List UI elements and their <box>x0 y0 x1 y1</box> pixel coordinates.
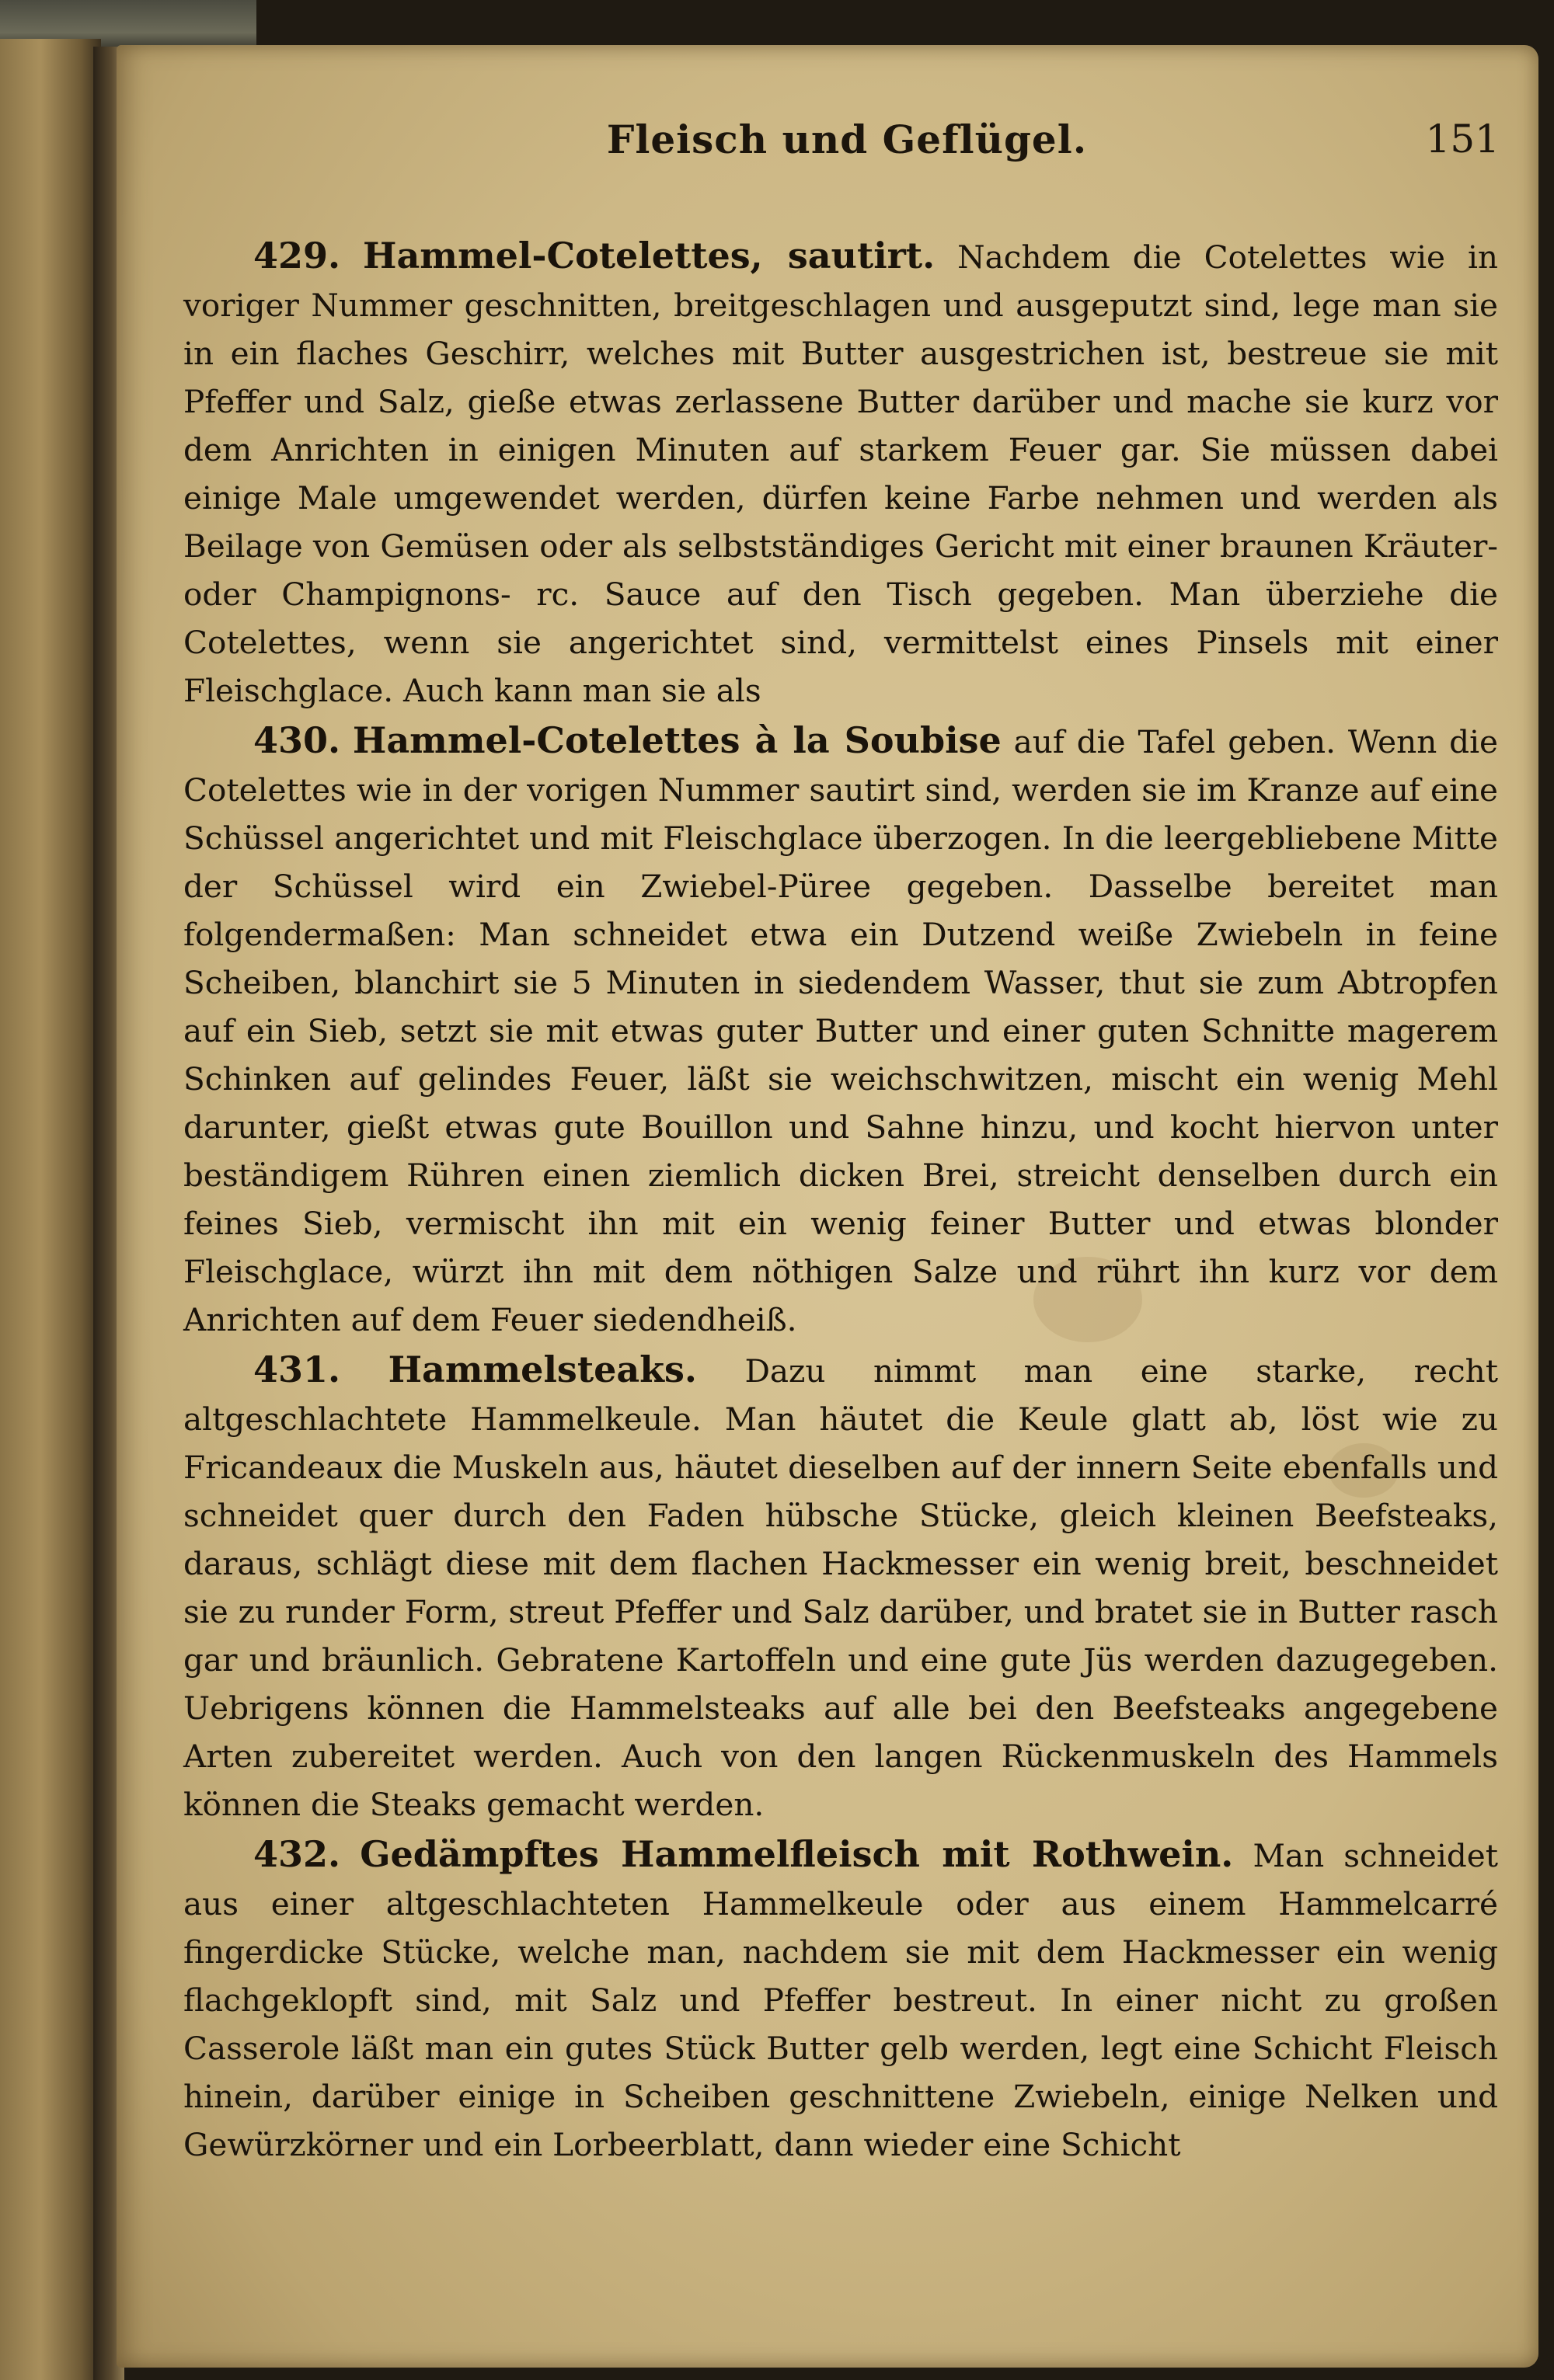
book-page <box>117 45 1538 2368</box>
recipe-number: 429. <box>253 235 341 277</box>
recipe-title: Hammel-Cotelettes, sautirt. <box>363 235 936 277</box>
recipe-title: Gedämpftes Hammelfleisch mit Rothwein. <box>360 1833 1234 1875</box>
recipe-text: Nachdem die Cotelettes wie in voriger Nummer geschnitten, breitgeschlagen und ausgeputzt sind, lege man sie in ein flaches Geschirr, welches mit Butter ausgestrichen ist, bestreue sie mit Pfeffer und Salz, gieße etwas zerlassene Butter darüber und mache sie kurz vor dem Anrichten in einigen Minuten auf starkem Feuer gar. Sie müssen dabei einige Male umgewendet werden, dürfen keine Farbe nehmen und werden als Beilage von Gemüsen oder als selbstständiges Gericht mit einer braunen Kräuter- oder Champignons- rc. Sauce auf den Tisch gegeben. Man überziehe die Cotelettes, wenn sie angerichtet sind, vermittelst eines Pinsels mit einer Fleischglace. Auch kann man sie als <box>183 238 1499 709</box>
recipe-429 <box>183 231 1498 715</box>
recipe-432 <box>183 1830 1498 2169</box>
recipe-number: 431. <box>253 1348 341 1390</box>
recipe-431 <box>183 1345 1498 1828</box>
previous-page-margin <box>0 39 101 2380</box>
running-title: Fleisch und Geflügel. <box>606 117 1088 162</box>
recipe-number: 432. <box>253 1833 341 1875</box>
page-body <box>183 231 1498 2169</box>
recipe-text: auf die Tafel geben. Wenn die Cotelettes wie in der vorigen Nummer sautirt sind, werden sie im Kranze auf eine Schüssel angerichtet und mit Fleischglace überzogen. In die leergebliebene Mitte der Schüssel wird ein Zwiebel-Püree gegeben. Dasselbe bereitet man folgendermaßen: Man schneidet etwa ein Dutzend weiße Zwiebeln in feine Scheiben, blanchirt sie 5 Minuten in siedendem Wasser, thut sie zum Abtropfen auf ein Sieb, setzt sie mit etwas guter Butter und einer guten Schnitte magerem Schinken auf gelindes Feuer, läßt sie weichschwitzen, mischt ein wenig Mehl darunter, gießt etwas gute Bouillon und Sahne hinzu, und kocht hiervon unter beständigem Rühren einen ziemlich dicken Brei, streicht denselben durch ein feines Sieb, vermischt ihn mit ein wenig feiner Butter und etwas blonder Fleischglace, würzt ihn mit dem nöthigen Salze und rührt ihn kurz vor dem Anrichten auf dem Feuer siedendheiß. <box>183 723 1498 1338</box>
page-number: 151 <box>1425 117 1500 162</box>
recipe-title: Hammelsteaks. <box>388 1348 697 1390</box>
recipe-title: Hammel-Cotelettes à la Soubise <box>352 719 1002 761</box>
recipe-430 <box>183 716 1498 1344</box>
page-header <box>194 117 1500 186</box>
recipe-text: Man schneidet aus einer altgeschlachteten Hammelkeule oder aus einem Hammelcarré fingerdicke Stücke, welche man, nachdem sie mit dem Hackmesser ein wenig flachgeklopft sind, mit Salz und Pfeffer bestreut. In einer nicht zu großen Casserole läßt man ein gutes Stück Butter gelb werden, legt eine Schicht Fleisch hinein, darüber einige in Scheiben geschnittene Zwiebeln, einige Nelken und Gewürzkörner und ein Lorbeerblatt, dann wieder eine Schicht <box>183 1837 1499 2163</box>
recipe-number: 430. <box>253 719 341 761</box>
recipe-text: Dazu nimmt man eine starke, recht altgeschlachtete Hammelkeule. Man häutet die Keule glatt ab, löst wie zu Fricandeaux die Muskeln aus, häutet dieselben auf der innern Seite ebenfalls und schneidet quer durch den Faden hübsche Stücke, gleich kleinen Beefsteaks, daraus, schlägt diese mit dem flachen Hackmesser ein wenig breit, beschneidet sie zu runder Form, streut Pfeffer und Salz darüber, und bratet sie in Butter rasch gar und bräunlich. Gebratene Kartoffeln und eine gute Jüs werden dazugegeben. Uebrigens können die Hammelsteaks auf alle bei den Beefsteaks angegebene Arten zubereitet werden. Auch von den langen Rückenmuskeln des Hammels können die Steaks gemacht werden. <box>183 1352 1499 1823</box>
